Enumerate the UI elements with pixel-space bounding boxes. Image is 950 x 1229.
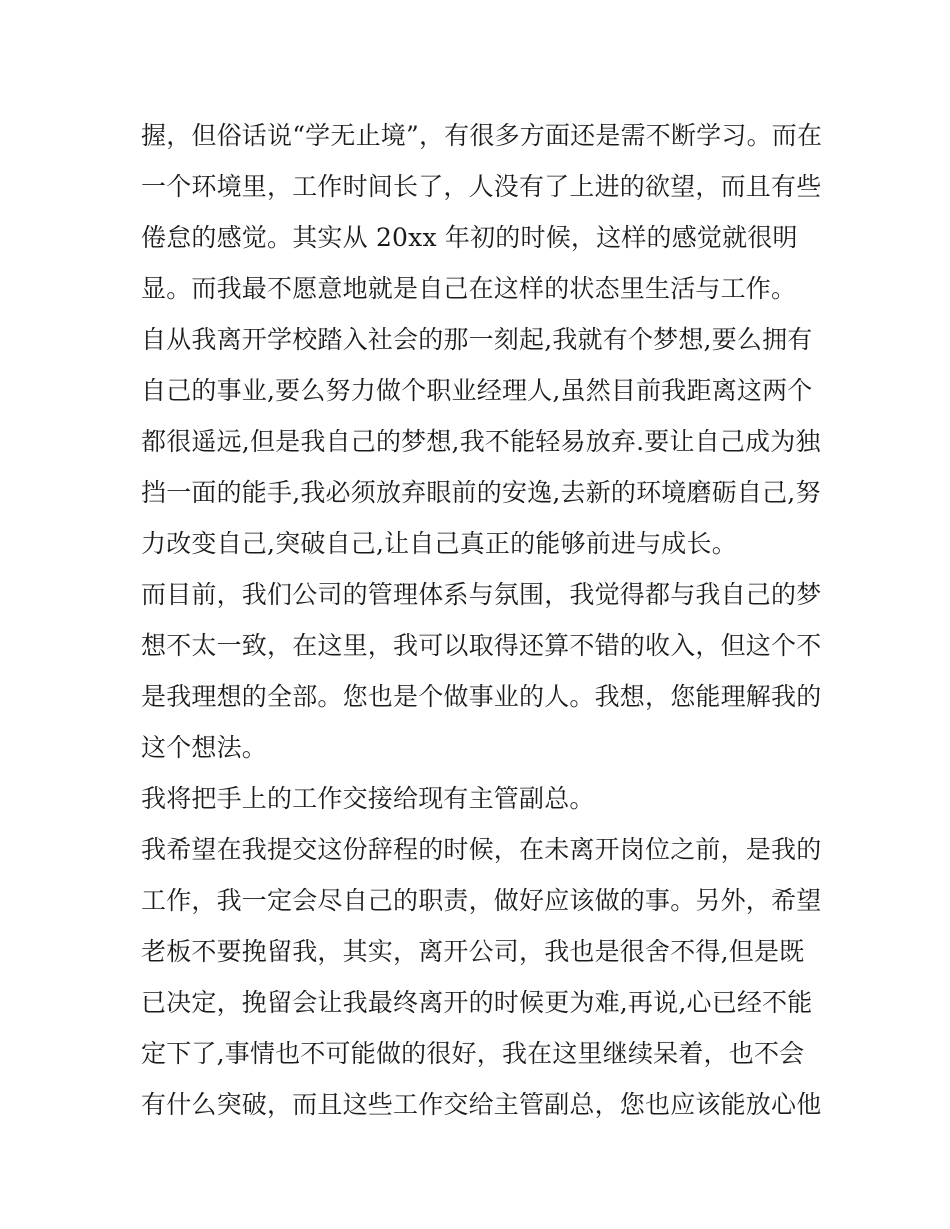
text-line: 老板不要挽留我，其实，离开公司，我也是很舍不得,但是既	[141, 937, 805, 966]
text-line: 显。而我最不愿意地就是自己在这样的状态里生活与工作。	[141, 274, 797, 303]
text-line: 已决定，挽留会让我最终离开的时候更为难,再说,心已经不能	[141, 988, 813, 1017]
text-line: 这个想法。	[141, 733, 268, 762]
text-line: 想不太一致，在这里，我可以取得还算不错的收入，但这个不	[141, 631, 822, 660]
text-line: 自从我离开学校踏入社会的那一刻起,我就有个梦想,要么拥有	[141, 325, 813, 354]
text-line: 我希望在我提交这份辞程的时候，在未离开岗位之前，是我的	[141, 835, 822, 864]
text-line: 握，但俗话说“学无止境”，有很多方面还是需不断学习。而在	[141, 121, 823, 150]
text-line: 倦怠的感觉。其实从 20xx 年初的时候，这样的感觉就很明	[141, 223, 798, 252]
text-line: 自己的事业,要么努力做个职业经理人,虽然目前我距离这两个	[141, 376, 813, 405]
text-line: 都很遥远,但是我自己的梦想,我不能轻易放弃.要让自己成为独	[141, 427, 821, 456]
text-line: 力改变自己,突破自己,让自己真正的能够前进与成长。	[141, 529, 737, 558]
text-line: 一个环境里，工作时间长了，人没有了上进的欲望，而且有些	[141, 172, 822, 201]
text-line: 是我理想的全部。您也是个做事业的人。我想，您能理解我的	[141, 682, 822, 711]
text-line: 我将把手上的工作交接给现有主管副总。	[141, 784, 595, 813]
document-body	[141, 110, 841, 1130]
text-line: 挡一面的能手,我必须放弃眼前的安逸,去新的环境磨砺自己,努	[141, 478, 821, 507]
text-line: 工作，我一定会尽自己的职责，做好应该做的事。另外，希望	[141, 886, 822, 915]
text-line: 有什么突破，而且这些工作交给主管副总，您也应该能放心他	[141, 1090, 822, 1119]
text-line: 定下了,事情也不可能做的很好，我在这里继续呆着，也不会	[141, 1039, 805, 1068]
text-line: 而目前，我们公司的管理体系与氛围，我觉得都与我自己的梦	[141, 580, 822, 609]
